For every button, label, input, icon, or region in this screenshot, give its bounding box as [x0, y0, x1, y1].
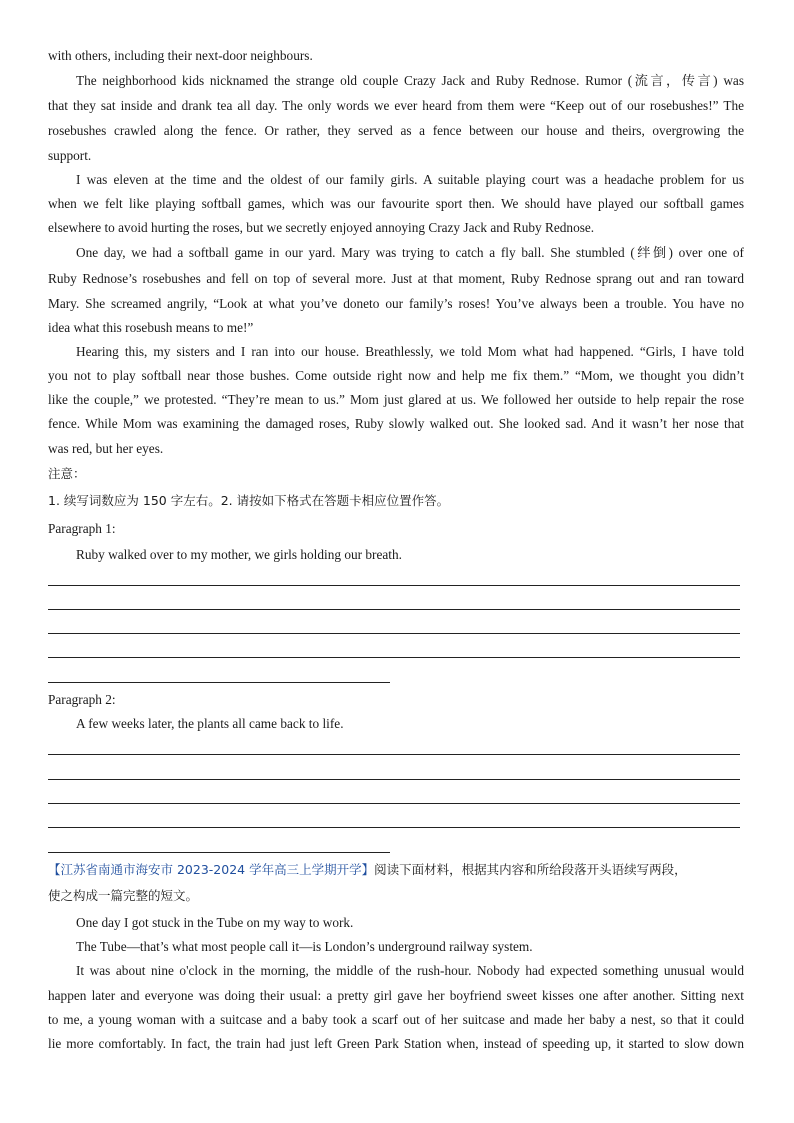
task2-header: [48, 861, 744, 879]
paragraph2-opening: A few weeks later, the plants all came back to life.: [76, 716, 344, 731]
answer-line: [48, 803, 740, 804]
answer-line: [48, 852, 390, 853]
answer-line: [48, 657, 740, 658]
passage1-line: One day, we had a softball game in our yard. Mary was trying to catch a fly ball. She stumbled (绊倒) over one of: [76, 245, 744, 260]
passage1-line: Ruby Rednose’s rosebushes and fell on top of several more. Just at that moment, Ruby Rednose sprang out and ran toward: [48, 271, 744, 286]
task2-line: lie more comfortably. In fact, the train had just left Green Park Station when, instead of speeding up, it started to slow down: [48, 1036, 744, 1051]
task2-line: to me, a young woman with a suitcase and a baby took a scarf out of her suitcase and made her baby a nest, so that it could: [48, 1012, 744, 1027]
task2-source: 【江苏省南通市海安市 2023-2024 学年高三上学期开学】: [48, 862, 375, 877]
passage1-line: that they sat inside and drank tea all day. The only words we ever heard from them were “Keep out of our rosebushes!” The: [48, 98, 744, 113]
answer-line: [48, 682, 390, 683]
passage1-line: The neighborhood kids nicknamed the strange old couple Crazy Jack and Ruby Rednose. Rumor (流言，传言) was: [76, 73, 744, 88]
passage1-line: fence. While Mom was examining the damaged roses, Ruby slowly walked out. She looked sad. And it wasn’t her nose that: [48, 416, 744, 431]
task2-line: The Tube—that’s what most people call it—is London’s underground railway system.: [76, 939, 533, 954]
paragraph2-label: Paragraph 2:: [48, 692, 116, 707]
passage1-line: Mary. She screamed angrily, “Look at what you’ve doneto our family’s roses! You’ve always been a trouble. You have no: [48, 296, 744, 311]
answer-line: [48, 754, 740, 755]
task2-line: One day I got stuck in the Tube on my way to work.: [76, 915, 354, 930]
answer-line: [48, 827, 740, 828]
passage1-line: I was eleven at the time and the oldest of our family girls. A suitable playing court was a headache problem for us: [76, 172, 744, 187]
answer-line: [48, 633, 740, 634]
passage1-line: when we felt like playing softball games, which was our favourite sport then. We should have played our softball games: [48, 196, 744, 211]
answer-line: [48, 779, 740, 780]
paragraph1-label: Paragraph 1:: [48, 521, 116, 536]
paragraph1-opening: Ruby walked over to my mother, we girls holding our breath.: [76, 547, 402, 562]
passage1-line: like the couple,” we protested. “They’re mean to us.” Mom just glared at us. We followed her outside to help repair the rose: [48, 392, 744, 407]
task2-prompt: 阅读下面材料，根据其内容和所给段落开头语续写两段，: [374, 862, 687, 877]
passage1-line: was red, but her eyes.: [48, 441, 164, 456]
task2-line: happen later and everyone was doing their usual: a pretty girl gave her boyfriend sweet kisses one after another. Sitting next: [48, 988, 744, 1003]
passage1-line: rosebushes crawled along the fence. Or rather, they served as a fence between our house and theirs, overgrowing the: [48, 123, 744, 138]
task2-line: It was about nine o'clock in the morning, the middle of the rush-hour. Nobody had expected something unusual would: [76, 963, 744, 978]
passage1-line: with others, including their next-door neighbours.: [48, 48, 313, 63]
task2-prompt-cont: 使之构成一篇完整的短文。: [48, 888, 199, 903]
passage1-line: idea what this rosebush means to me!”: [48, 320, 254, 335]
passage1-line: you not to play softball near those bushes. Come outside right now and help me fix them.” “Mom, we thought you didn’t: [48, 368, 744, 383]
answer-line: [48, 585, 740, 586]
passage1-line: support.: [48, 148, 92, 163]
answer-line: [48, 609, 740, 610]
notes-title: 注意：: [48, 466, 86, 481]
passage1-line: Hearing this, my sisters and I ran into our house. Breathlessly, we told Mom what had happened. “Girls, I have told: [76, 344, 744, 359]
passage1-line: elsewhere to avoid hurting the roses, but we secretly enjoyed annoying Crazy Jack and Ruby Rednose.: [48, 220, 595, 235]
notes-instruction: 1. 续写词数应为 150 字左右。2. 请按如下格式在答题卡相应位置作答。: [48, 493, 450, 508]
